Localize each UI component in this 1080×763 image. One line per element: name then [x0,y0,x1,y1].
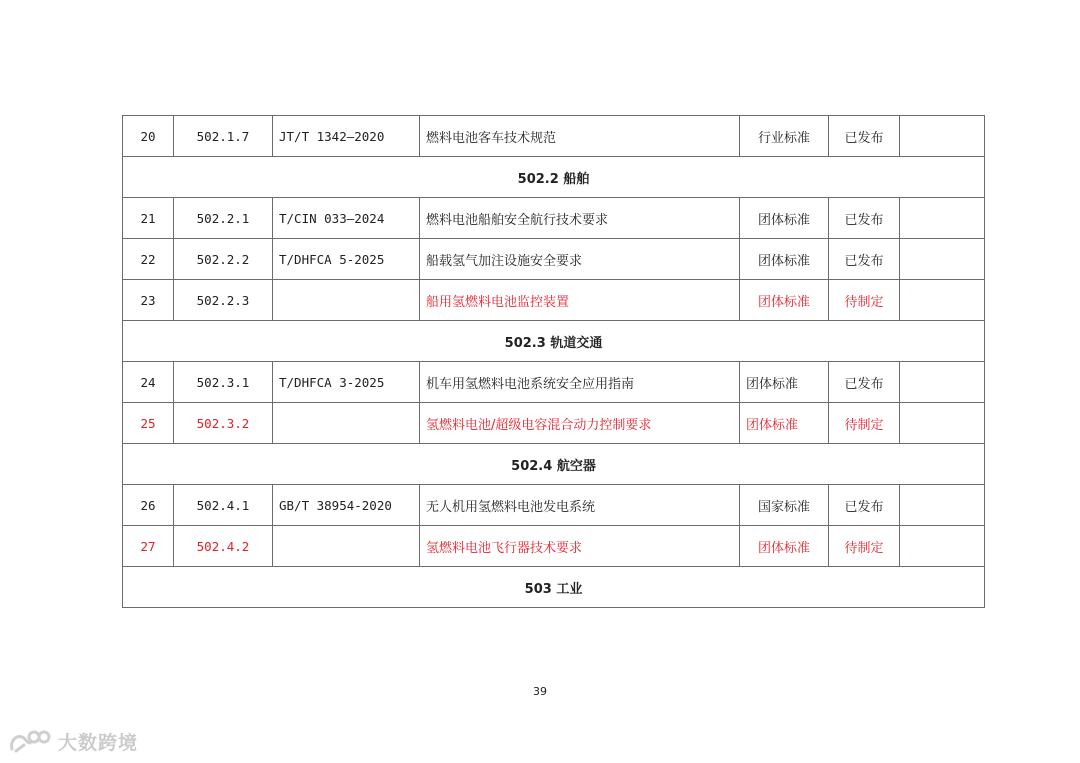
cell-standard-code [273,403,420,444]
cell-standard-code: GB/T 38954-2020 [273,485,420,526]
table-row [123,362,985,403]
cell-status: 待制定 [829,280,900,321]
cell-seq: 27 [123,526,174,567]
cell-standard-type: 国家标准 [740,485,829,526]
section-title: 503 工业 [123,567,985,608]
cell-standard-type: 行业标准 [740,116,829,157]
section-title: 502.3 轨道交通 [123,321,985,362]
section-row [123,567,985,608]
table-row [123,403,985,444]
cell-status: 已发布 [829,239,900,280]
cell-standard-name: 机车用氢燃料电池系统安全应用指南 [420,362,740,403]
section-title: 502.2 船舶 [123,157,985,198]
cell-standard-name: 氢燃料电池飞行器技术要求 [420,526,740,567]
cell-note [900,116,985,157]
cell-standard-name: 燃料电池客车技术规范 [420,116,740,157]
cell-standard-type: 团体标准 [740,526,829,567]
table-row [123,116,985,157]
cell-seq: 24 [123,362,174,403]
table-row [123,239,985,280]
cell-standard-code: JT/T 1342—2020 [273,116,420,157]
table-row [123,198,985,239]
cell-note [900,526,985,567]
cell-standard-code [273,280,420,321]
table-row [123,526,985,567]
cell-system-number: 502.2.1 [174,198,273,239]
cell-standard-name: 无人机用氢燃料电池发电系统 [420,485,740,526]
watermark [8,728,138,755]
cell-system-number: 502.1.7 [174,116,273,157]
section-title: 502.4 航空器 [123,444,985,485]
cell-system-number: 502.2.2 [174,239,273,280]
cell-system-number: 502.4.2 [174,526,273,567]
cell-system-number: 502.3.1 [174,362,273,403]
cell-standard-type: 团体标准 [740,280,829,321]
section-row [123,321,985,362]
cell-standard-type: 团体标准 [740,239,829,280]
cell-status: 已发布 [829,116,900,157]
cell-seq: 20 [123,116,174,157]
section-row [123,157,985,198]
cell-note [900,362,985,403]
cell-standard-code: T/DHFCA 5-2025 [273,239,420,280]
cell-note [900,239,985,280]
cell-standard-name: 氢燃料电池/超级电容混合动力控制要求 [420,403,740,444]
cell-standard-name: 燃料电池船舶安全航行技术要求 [420,198,740,239]
cell-standard-code [273,526,420,567]
cell-note [900,198,985,239]
table-row [123,280,985,321]
cell-system-number: 502.2.3 [174,280,273,321]
cell-standard-type: 团体标准 [740,198,829,239]
cell-standard-code: T/DHFCA 3-2025 [273,362,420,403]
cell-status: 已发布 [829,485,900,526]
cell-system-number: 502.4.1 [174,485,273,526]
cell-status: 待制定 [829,403,900,444]
page-number: 39 [533,685,547,698]
cell-status: 待制定 [829,526,900,567]
handshake-logo-icon [8,729,52,755]
cell-seq: 22 [123,239,174,280]
cell-note [900,280,985,321]
cell-system-number: 502.3.2 [174,403,273,444]
cell-seq: 23 [123,280,174,321]
cell-note [900,485,985,526]
cell-seq: 25 [123,403,174,444]
watermark-text: 大数跨境 [58,732,139,754]
cell-status: 已发布 [829,198,900,239]
cell-seq: 26 [123,485,174,526]
cell-standard-type: 团体标准 [740,403,829,444]
cell-standard-type: 团体标准 [740,362,829,403]
table-row [123,485,985,526]
cell-status: 已发布 [829,362,900,403]
section-row [123,444,985,485]
cell-standard-name: 船载氢气加注设施安全要求 [420,239,740,280]
cell-note [900,403,985,444]
cell-standard-name: 船用氢燃料电池监控装置 [420,280,740,321]
cell-seq: 21 [123,198,174,239]
standards-table [122,115,985,608]
cell-standard-code: T/CIN 033—2024 [273,198,420,239]
